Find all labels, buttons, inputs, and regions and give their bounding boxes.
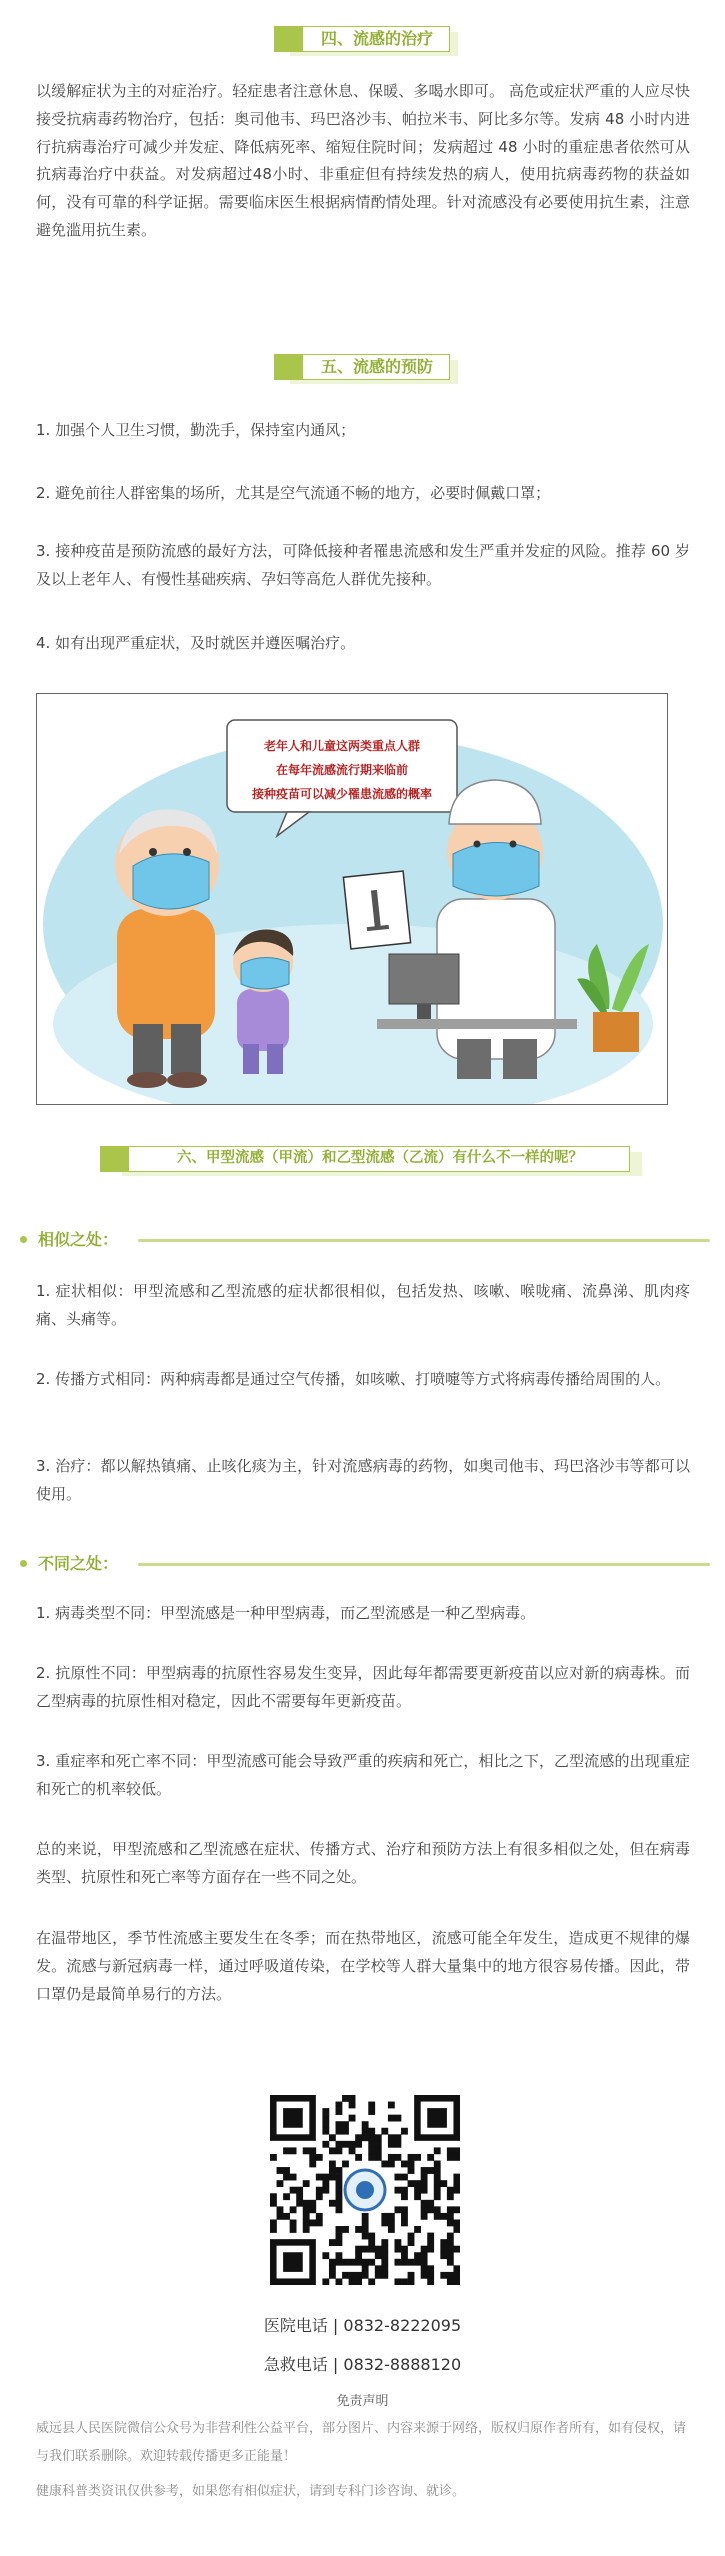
similar-subheader bbox=[20, 1228, 710, 1252]
disclaimer-text: 威远县人民医院微信公众号为非营利性公益平台，部分图片、内容来源于网络，版权归原作者所有，如有侵权，请与我们联系删除。欢迎转载传播更多正能量！ bbox=[36, 2421, 687, 2464]
emergency-phone[interactable]: 急救电话 | 0832-8888120 bbox=[263, 2355, 462, 2374]
header-tab-decoration bbox=[275, 27, 303, 51]
vaccination-illustration bbox=[36, 693, 668, 1105]
section-5-title: 五、流感的预防 bbox=[320, 357, 433, 376]
different-item-1: 1. 病毒类型不同：甲型流感是一种甲型病毒，而乙型流感是一种乙型病毒。 bbox=[36, 1604, 536, 1622]
prevention-item-4: 4. 如有出现严重症状，及时就医并遵医嘱治疗。 bbox=[36, 634, 356, 652]
prevention-item-1: 1. 加强个人卫生习惯，勤洗手，保持室内通风； bbox=[36, 421, 356, 439]
bubble-line-2: 在每年流感流行期来临前 bbox=[275, 763, 409, 777]
hospital-phone[interactable]: 医院电话 | 0832-8222095 bbox=[263, 2316, 462, 2335]
subheader-rule bbox=[138, 1563, 710, 1566]
bubble-line-1: 老年人和儿童这两类重点人群 bbox=[263, 739, 421, 753]
bullet-dot bbox=[20, 1236, 27, 1243]
closing-paragraph: 在温带地区，季节性流感主要发生在冬季；而在热带地区，流感可能全年发生，造成更不规律的爆发。流感与新冠病毒一样，通过呼吸道传染，在学校等人群大量集中的地方很容易传播。因此，带口罩仍是最简单易行的方法。 bbox=[36, 1929, 690, 2003]
qr-code-svg bbox=[270, 2095, 460, 2285]
different-subheader bbox=[20, 1552, 710, 1576]
header-tab-decoration bbox=[275, 355, 303, 379]
section-4-body: 以缓解症状为主的对症治疗。轻症患者注意休息、保暖、多喝水即可。 高危或症状严重的人应尽快接受抗病毒药物治疗，包括：奥司他韦、玛巴洛沙韦、帕拉米韦、阿比多尔等。发病 48 小时内进行抗病毒治疗可减少并发症、降低病死率、缩短住院时间；发病超过 48 小时的重症患者依然可从抗病毒治疗中获益。对发病超过48小时、非重症但有持续发热的病人，使用抗病毒药物的获益如何，没有可靠的科学证据。需要临床医生根据病情酌情处理。针对流感没有必要使用抗生素，注意避免滥用抗生素。 bbox=[36, 82, 690, 239]
bubble-line-3: 接种疫苗可以减少罹患流感的概率 bbox=[251, 787, 433, 801]
illustration-svg bbox=[37, 694, 668, 1105]
different-label: 不同之处： bbox=[38, 1554, 119, 1573]
section-4-header bbox=[0, 20, 725, 60]
similar-item-1: 1. 症状相似：甲型流感和乙型流感的症状都很相似，包括发热、咳嗽、喉咙痛、流鼻涕、肌肉疼痛、头痛等。 bbox=[36, 1282, 690, 1328]
subheader-rule bbox=[138, 1239, 710, 1242]
different-item-3: 3. 重症率和死亡率不同：甲型流感可能会导致严重的疾病和死亡，相比之下，乙型流感的出现重症和死亡的机率较低。 bbox=[36, 1752, 690, 1798]
summary-paragraph: 总的来说，甲型流感和乙型流感在症状、传播方式、治疗和预防方法上有很多相似之处，但在病毒类型、抗原性和死亡率等方面存在一些不同之处。 bbox=[36, 1840, 690, 1886]
section-5-header bbox=[0, 348, 725, 388]
prevention-item-3: 3. 接种疫苗是预防流感的最好方法，可降低接种者罹患流感和发生严重并发症的风险。推荐 60 岁及以上老年人、有慢性基础疾病、孕妇等高危人群优先接种。 bbox=[36, 542, 690, 588]
similar-label: 相似之处： bbox=[38, 1230, 119, 1249]
disclaimer-title: 免责声明 bbox=[336, 2394, 389, 2409]
prevention-item-2: 2. 避免前往人群密集的场所，尤其是空气流通不畅的地方，必要时佩戴口罩； bbox=[36, 484, 551, 502]
bullet-dot bbox=[20, 1560, 27, 1567]
similar-item-3: 3. 治疗：都以解热镇痛、止咳化痰为主，针对流感病毒的药物，如奥司他韦、玛巴洛沙韦等都可以使用。 bbox=[36, 1457, 690, 1503]
section-6-title: 六、甲型流感（甲流）和乙型流感（乙流）有什么不一样的呢？ bbox=[177, 1150, 583, 1166]
section-4-title: 四、流感的治疗 bbox=[320, 29, 433, 48]
section-6-header bbox=[0, 1140, 725, 1180]
header-tab-decoration bbox=[101, 1147, 129, 1171]
qr-code[interactable] bbox=[270, 2095, 460, 2285]
similar-item-2: 2. 传播方式相同：两种病毒都是通过空气传播，如咳嗽、打喷嚏等方式将病毒传播给周围的人。 bbox=[36, 1370, 671, 1388]
disclaimer-note: 健康科普类资讯仅供参考，如果您有相似症状，请到专科门诊咨询、就诊。 bbox=[36, 2484, 466, 2499]
vaccine-sign bbox=[343, 871, 410, 949]
different-item-2: 2. 抗原性不同：甲型病毒的抗原性容易发生变异，因此每年都需要更新疫苗以应对新的病毒株。而乙型病毒的抗原性相对稳定，因此不需要每年更新疫苗。 bbox=[36, 1664, 690, 1710]
